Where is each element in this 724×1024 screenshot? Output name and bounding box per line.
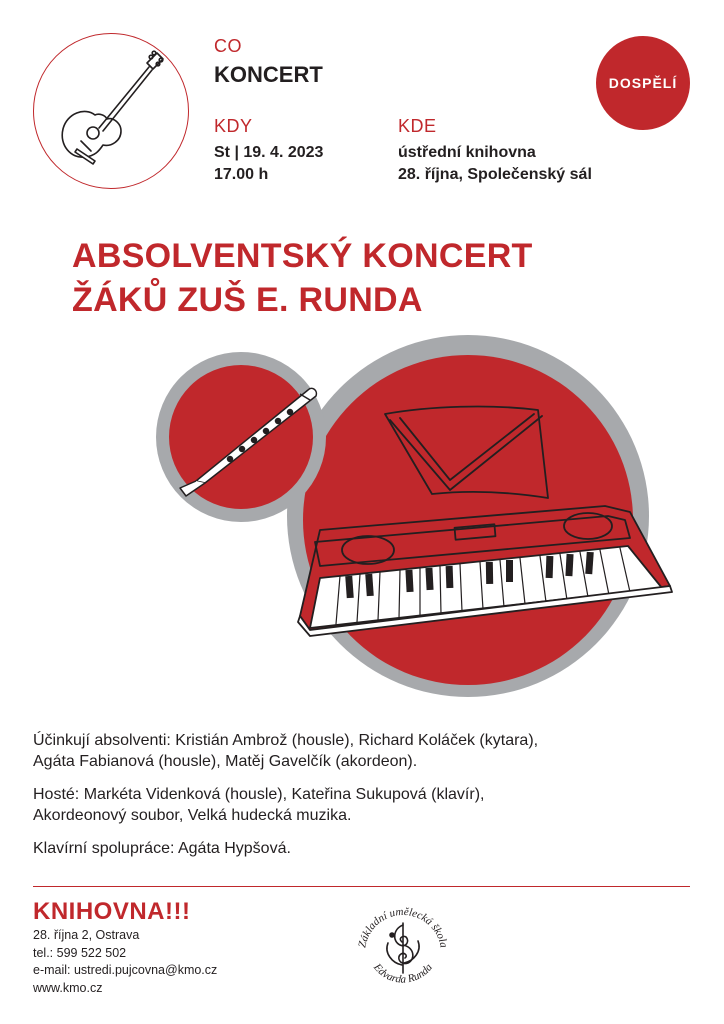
- event-title: [72, 234, 533, 322]
- performers-graduates: [33, 730, 703, 772]
- kdy-time: 17.00 h: [214, 166, 269, 183]
- title-line-2: ŽÁKŮ ZUŠ E. RUNDA: [72, 281, 423, 319]
- instruments-illustration: [150, 330, 690, 710]
- library-contact: [33, 927, 217, 997]
- title-line-1: ABSOLVENTSKÝ KONCERT: [72, 237, 533, 275]
- kdy-date: St | 19. 4. 2023: [214, 144, 324, 161]
- co-label: CO: [214, 36, 242, 56]
- audience-badge: DOSPĚLÍ: [596, 36, 690, 130]
- library-web[interactable]: www.kmo.cz: [33, 980, 103, 995]
- performers-line-1: Účinkují absolventi: Kristián Ambrož (housle), Richard Koláček (kytara),: [33, 732, 539, 749]
- guitar-icon: [33, 33, 189, 189]
- library-address: 28. října 2, Ostrava: [33, 928, 140, 942]
- library-email[interactable]: e-mail: ustredi.pujcovna@kmo.cz: [33, 963, 218, 977]
- guests-line-2: Akordeonový soubor, Velká hudecká muzika.: [33, 807, 352, 824]
- school-logo-icon: [348, 895, 458, 1001]
- kde-label: KDE: [398, 116, 437, 136]
- performers-guests: [33, 784, 703, 826]
- performers-line-2: Agáta Fabianová (housle), Matěj Gavelčík (akordeon).: [33, 753, 418, 770]
- guests-line-1: Hosté: Markéta Videnková (housle), Kateřina Sukupová (klavír),: [33, 786, 485, 803]
- footer-divider: [33, 886, 690, 887]
- kdy-label: KDY: [214, 116, 253, 136]
- kde-line2: 28. října, Společenský sál: [398, 166, 592, 183]
- piano-accompaniment: Klavírní spolupráce: Agáta Hypšová.: [33, 840, 291, 857]
- library-name: KNIHOVNA!!!: [33, 898, 191, 925]
- school-logo-text-top: Základní umělecká škola: [356, 905, 450, 949]
- school-logo-text-bottom: Edvarda Runda: [371, 961, 435, 986]
- kde-line1: ústřední knihovna: [398, 144, 536, 161]
- guitar-circle: [33, 33, 189, 189]
- co-value: KONCERT: [214, 62, 323, 87]
- library-phone: tel.: 599 522 502: [33, 945, 127, 960]
